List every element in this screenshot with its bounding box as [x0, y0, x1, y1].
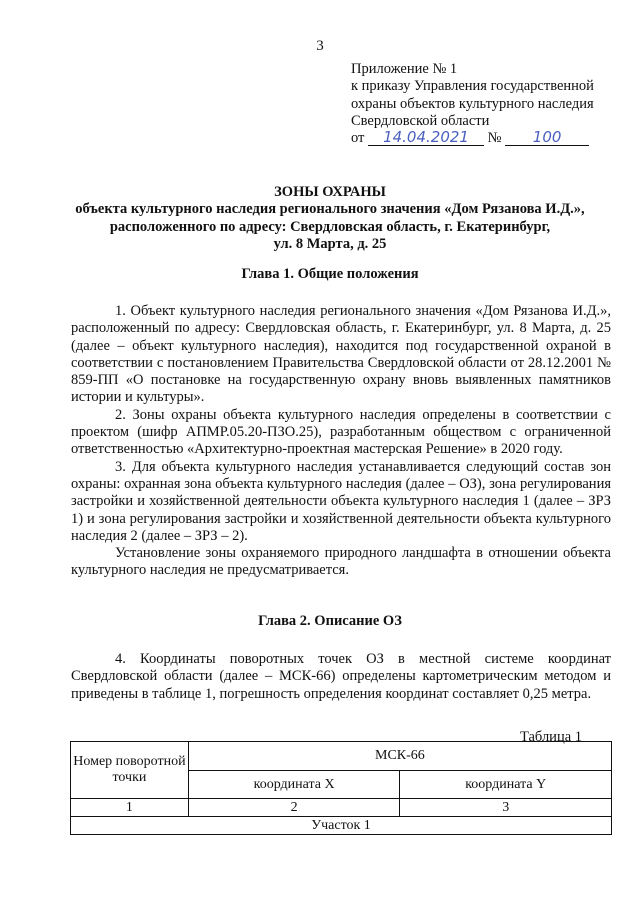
- document-title: [60, 184, 600, 253]
- title-line: расположенного по адресу: Свердловская область, г. Екатеринбург,: [109, 218, 551, 235]
- column-number: 3: [400, 799, 612, 817]
- paragraph: Установление зоны охраняемого природного ландшафта в отношении объекта культурного наследия не предусматривается.: [71, 545, 611, 579]
- appendix-line: охраны объектов культурного наследия: [351, 95, 594, 112]
- coordinates-table: [70, 741, 612, 835]
- order-number: [505, 130, 589, 146]
- order-date-line: [351, 130, 594, 147]
- order-number-value: 100: [532, 128, 562, 147]
- number-prefix: №: [487, 130, 502, 147]
- header-point-number: Номер поворотной точки: [71, 742, 189, 799]
- section-row: Участок 1: [71, 817, 612, 835]
- page-number: 3: [316, 38, 324, 54]
- paragraph: 1. Объект культурного наследия регионального значения «Дом Рязанова И.Д.», расположенный по адресу: Свердловская область, г. Екатеринбург, ул. 8 Марта, д. 25 (далее – объект культурного наследия), находится под государственной охраной в соответствии с постановлением Правительства Свердловской области от 28.12.2001 № 859-ПП «О постановке на государственную охрану вновь выявленных памятников истории и культуры».: [71, 303, 611, 406]
- paragraph: 3. Для объекта культурного наследия устанавливается следующий состав зон охраны: охранная зона объекта культурного наследия (далее – ОЗ), зона регулирования застройки и хозяйственной деятельности объекта культурного наследия 1 (далее – ЗРЗ 1) и зона регулирования застройки и хозяйственной деятельности объекта культурного наследия 2 (далее – ЗРЗ – 2).: [71, 458, 611, 544]
- header-y: координата Y: [400, 771, 612, 799]
- column-number: 1: [71, 799, 189, 817]
- chapter-2-body: [71, 651, 611, 703]
- header-coordinate-system: МСК-66: [188, 742, 611, 771]
- title-line: ул. 8 Марта, д. 25: [273, 235, 387, 252]
- date-prefix: от: [351, 130, 365, 147]
- chapter-1-body: [71, 303, 611, 580]
- paragraph: 2. Зоны охраны объекта культурного наследия определены в соответствии с проектом (шифр АПМР.05.20-ПЗО.25), разработанным обществом с ограниченной ответственностью «Архитектурно-проектная мастерская Решение» в 2020 году.: [71, 406, 611, 458]
- appendix-line: Свердловской области: [351, 112, 490, 129]
- order-date: [368, 130, 484, 146]
- appendix-block: [351, 61, 594, 147]
- chapter-1-heading: Глава 1. Общие положения: [241, 266, 419, 282]
- order-date-value: 14.04.2021: [383, 128, 469, 147]
- title-line: объекта культурного наследия регионального значения «Дом Рязанова И.Д.»,: [75, 201, 585, 218]
- appendix-line: Приложение № 1: [351, 61, 458, 77]
- appendix-line: к приказу Управления государственной: [351, 78, 594, 95]
- title-line: ЗОНЫ ОХРАНЫ: [274, 184, 386, 200]
- column-number: 2: [188, 799, 400, 817]
- chapter-2-heading: Глава 2. Описание ОЗ: [258, 613, 402, 629]
- paragraph: 4. Координаты поворотных точек ОЗ в местной системе координат Свердловской области (далее – МСК-66) определены картометрическим методом и приведены в таблице 1, погрешность определения координат составляет 0,25 метра.: [71, 651, 611, 702]
- header-x: координата X: [188, 771, 400, 799]
- table-caption: Таблица 1: [520, 729, 583, 745]
